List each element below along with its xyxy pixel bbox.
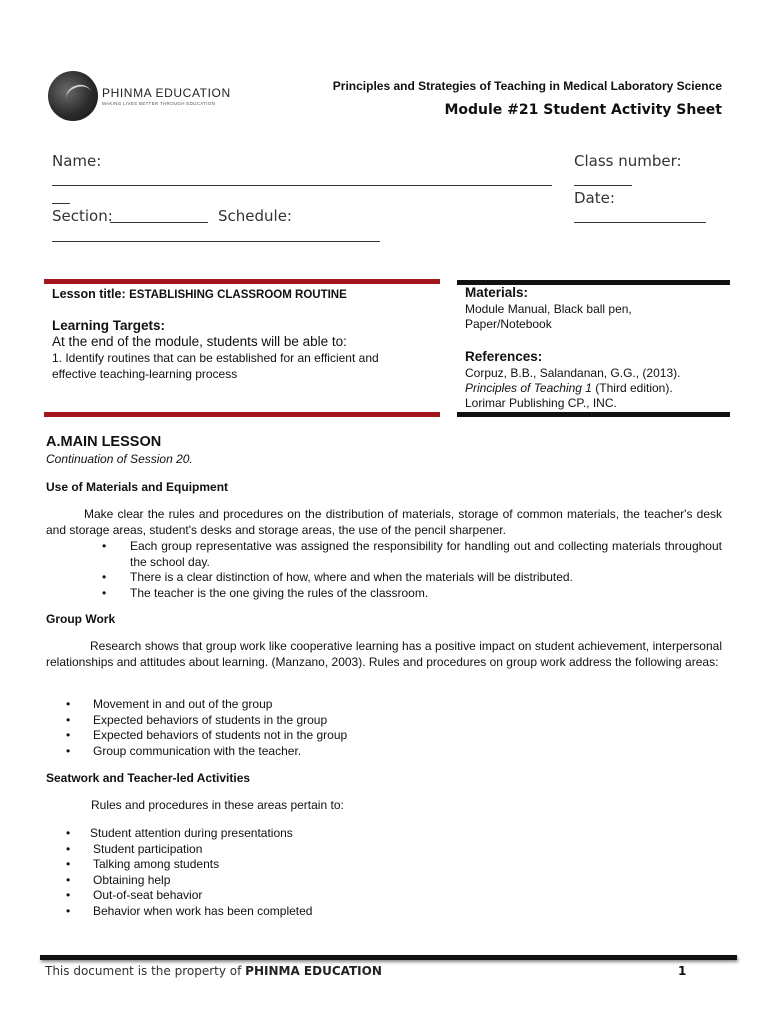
footer-text [45,964,382,978]
main-lesson-heading: A.MAIN LESSON [46,434,162,450]
reference-book [465,381,725,396]
learning-target-item: 1. Identify routines that can be established for an efficient and effective teaching-learning process [52,351,379,381]
footer-owner: PHINMA EDUCATION [245,964,382,978]
learning-targets-heading: Learning Targets: [52,318,166,333]
date-label: Date: [574,189,615,207]
references-heading: References: [465,349,543,364]
section-field[interactable] [110,222,208,223]
section-groupwork-paragraph: Research shows that group work like cooperative learning has a positive impact on student achievement, interpersonal relationships and attitudes about learning. (Manzano, 2003). Rules and procedures on group work address the following areas: [46,639,722,669]
lesson-bottom-rule [44,412,440,417]
section-groupwork-bullets [66,697,666,759]
logo-name: PHINMA EDUCATION [102,86,231,100]
section-groupwork-title: Group Work [46,612,116,626]
schedule-field[interactable] [52,241,380,242]
name-field[interactable] [52,185,552,186]
section-label: Section: [52,207,113,225]
list-item: • Student participation [66,842,666,858]
section-materials-bullets [102,539,722,601]
lesson-title-value: ESTABLISHING CLASSROOM ROUTINE [129,289,347,301]
lesson-title [52,287,347,301]
references-bottom-rule [457,412,730,417]
list-item: • Movement in and out of the group [66,697,666,713]
footer-rule [40,955,737,960]
class-number-field[interactable] [574,185,632,186]
section-materials-title: Use of Materials and Equipment [46,480,229,494]
module-title: Module #21 Student Activity Sheet [444,102,722,118]
name-label: Name: [52,152,102,170]
schedule-label: Schedule: [218,207,292,225]
list-item: • There is a clear distinction of how, where and when the materials will be distributed. [102,570,722,586]
section-materials-paragraph: Make clear the rules and procedures on the distribution of materials, storage of common materials, the teacher's desk and storage areas, student's desks and storage areas, the use of the pencil sharpener. [46,507,722,537]
section-seatwork-title: Seatwork and Teacher-led Activities [46,771,251,785]
learning-targets-intro: At the end of the module, students will be able to: [52,334,347,349]
date-field[interactable] [574,222,706,223]
list-item: • The teacher is the one giving the rules of the classroom. [102,586,722,602]
reference-book-title: Principles of Teaching 1 [465,381,592,395]
course-title: Principles and Strategies of Teaching in Medical Laboratory Science [332,79,722,93]
section-seatwork-bullets [66,826,666,919]
page-number: 1 [678,964,687,978]
main-lesson-subheading: Continuation of Session 20. [46,452,193,466]
phinma-logo-icon [48,71,98,121]
list-item: • Behavior when work has been completed [66,904,666,920]
list-item: • Talking among students [66,857,666,873]
reference-publisher: Lorimar Publishing CP., INC. [465,396,617,410]
footer-property-text: This document is the property of [45,964,246,978]
lesson-top-rule [44,279,440,284]
reference-edition: (Third edition). [591,381,673,395]
list-item: • Expected behaviors of students in the group [66,713,666,729]
materials-heading: Materials: [465,285,529,300]
list-item: • Out-of-seat behavior [66,888,666,904]
references-text [465,366,725,411]
section-seatwork-paragraph: Rules and procedures in these areas pertain to: [91,798,344,812]
list-item: • Each group representative was assigned the responsibility for handling out and collecting materials throughout the school day. [102,539,722,570]
lesson-title-label: Lesson title: [52,287,126,301]
name-field-continued [52,203,70,204]
list-item: • Obtaining help [66,873,666,889]
logo-tagline: MAKING LIVES BETTER THROUGH EDUCATION [102,101,216,106]
class-number-label: Class number: [574,152,682,170]
list-item: • Student attention during presentations [66,826,666,842]
list-item: • Expected behaviors of students not in the group [66,728,666,744]
list-item: • Group communication with the teacher. [66,744,666,760]
reference-authors: Corpuz, B.B., Salandanan, G.G., (2013). [465,366,681,380]
materials-text: Module Manual, Black ball pen, Paper/Notebook [465,302,632,331]
